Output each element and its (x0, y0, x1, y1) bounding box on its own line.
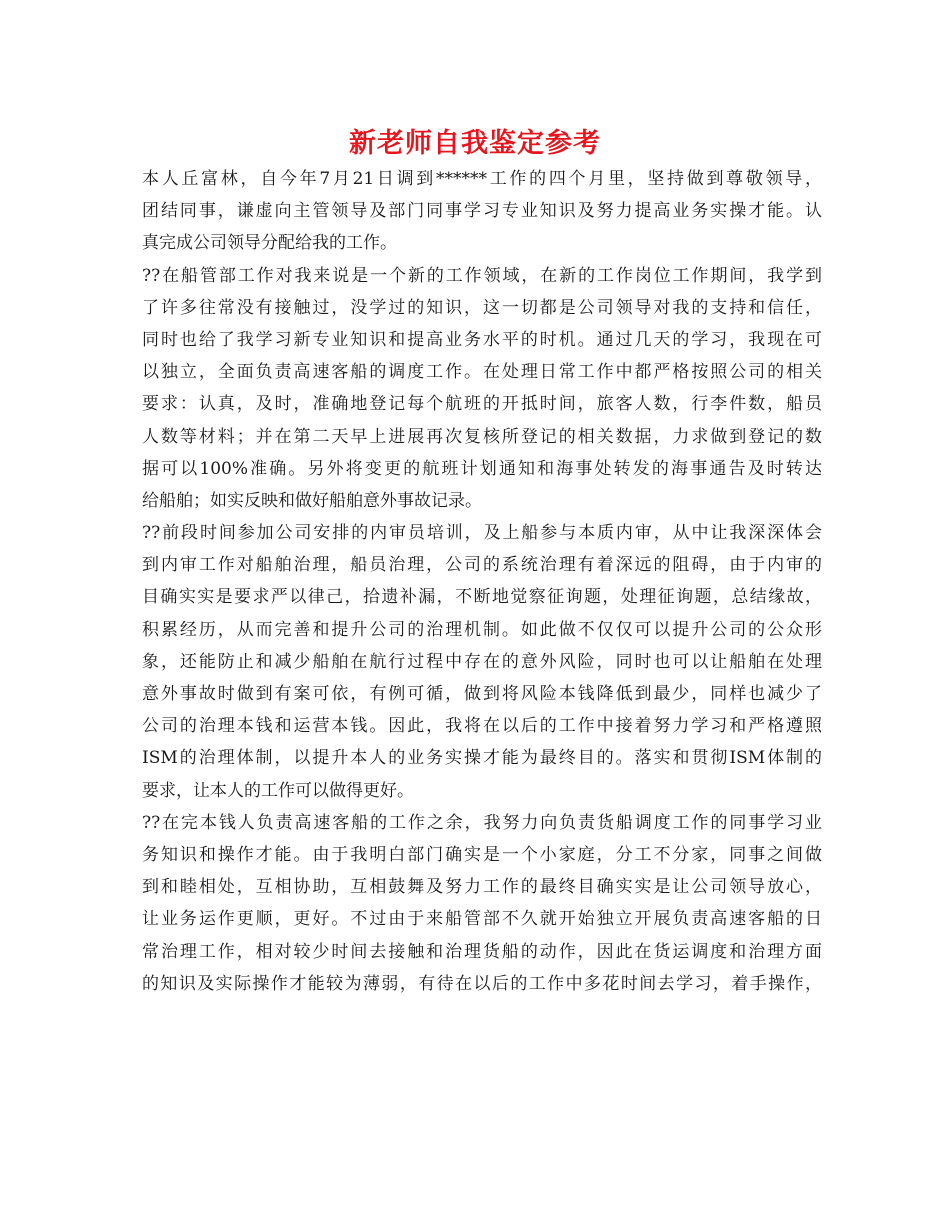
body-line: 让业务运作更顺，更好。不过由于来船管部不久就开始独立开展负责高速客船的日 (142, 909, 822, 930)
body-line: 本人丘富林，自今年7月21日调到******工作的四个月里，坚持做到尊敬领导， (142, 169, 822, 189)
body-line: 常治理工作，相对较少时间去接触和治理货船的动作，因此在货运调度和治理方面 (142, 941, 822, 962)
body-line: 团结同事，谦虚向主管领导及部门同事学习专业知识及努力提高业务实操才能。认 (142, 201, 822, 222)
body-line: 公司的治理本钱和运营本钱。因此，我将在以后的工作中接着努力学习和严格遵照 (142, 716, 822, 737)
body-line: ??在船管部工作对我来说是一个新的工作领域，在新的工作岗位工作期间，我学到 (142, 265, 822, 286)
document-title: 新老师自我鉴定参考 (349, 128, 601, 159)
body-line: 象，还能防止和减少船舶在航行过程中存在的意外风险，同时也可以让船舶在处理 (142, 651, 822, 672)
body-line: ??在完本钱人负责高速客船的工作之余，我努力向负责货船调度工作的同事学习业 (142, 812, 822, 833)
body-line: 了许多往常没有接触过，没学过的知识，这一切都是公司领导对我的支持和信任， (142, 297, 822, 318)
body-line: 给船舶；如实反映和做好船舶意外事故记录。 (142, 490, 482, 511)
body-line: 到内审工作对船舶治理，船员治理，公司的系统治理有着深远的阻碍，由于内审的 (142, 555, 822, 576)
body-line: 务知识和操作才能。由于我明白部门确实是一个小家庭，分工不分家，同事之间做 (142, 844, 822, 865)
body-line: 据可以100%准确。另外将变更的航班计划通知和海事处转发的海事通告及时转达 (142, 458, 822, 479)
body-line: 以独立，全面负责高速客船的调度工作。在处理日常工作中都严格按照公司的相关 (142, 362, 822, 383)
body-line: 目确实实是要求严以律己，拾遗补漏，不断地觉察征询题，处理征询题，总结缘故， (142, 587, 822, 608)
body-line: ISM的治理体制，以提升本人的业务实操才能为最终目的。落实和贯彻ISM体制的 (142, 748, 822, 769)
body-line: 到和睦相处，互相协助，互相鼓舞及努力工作的最终目确实实是让公司领导放心， (142, 877, 822, 898)
body-line: 积累经历，从而完善和提升公司的治理机制。如此做不仅仅可以提升公司的公众形 (142, 619, 822, 640)
body-line: 的知识及实际操作才能较为薄弱，有待在以后的工作中多花时间去学习，着手操作， (142, 973, 822, 994)
body-line: 要求，让本人的工作可以做得更好。 (142, 780, 414, 801)
body-line: 同时也给了我学习新专业知识和提高业务水平的时机。通过几天的学习，我现在可 (142, 329, 822, 350)
body-line: 意外事故时做到有案可依，有例可循，做到将风险本钱降低到最少，同样也减少了 (142, 684, 822, 704)
body-line: 要求：认真，及时，准确地登记每个航班的开抵时间，旅客人数，行李件数，船员 (142, 394, 822, 415)
document-body (142, 163, 822, 1000)
body-line: 真完成公司领导分配给我的工作。 (142, 233, 397, 254)
body-line: ??前段时间参加公司安排的内审员培训，及上船参与本质内审，从中让我深深体会 (142, 523, 822, 544)
body-line: 人数等材料；并在第二天早上进展再次复核所登记的相关数据，力求做到登记的数 (142, 426, 822, 447)
